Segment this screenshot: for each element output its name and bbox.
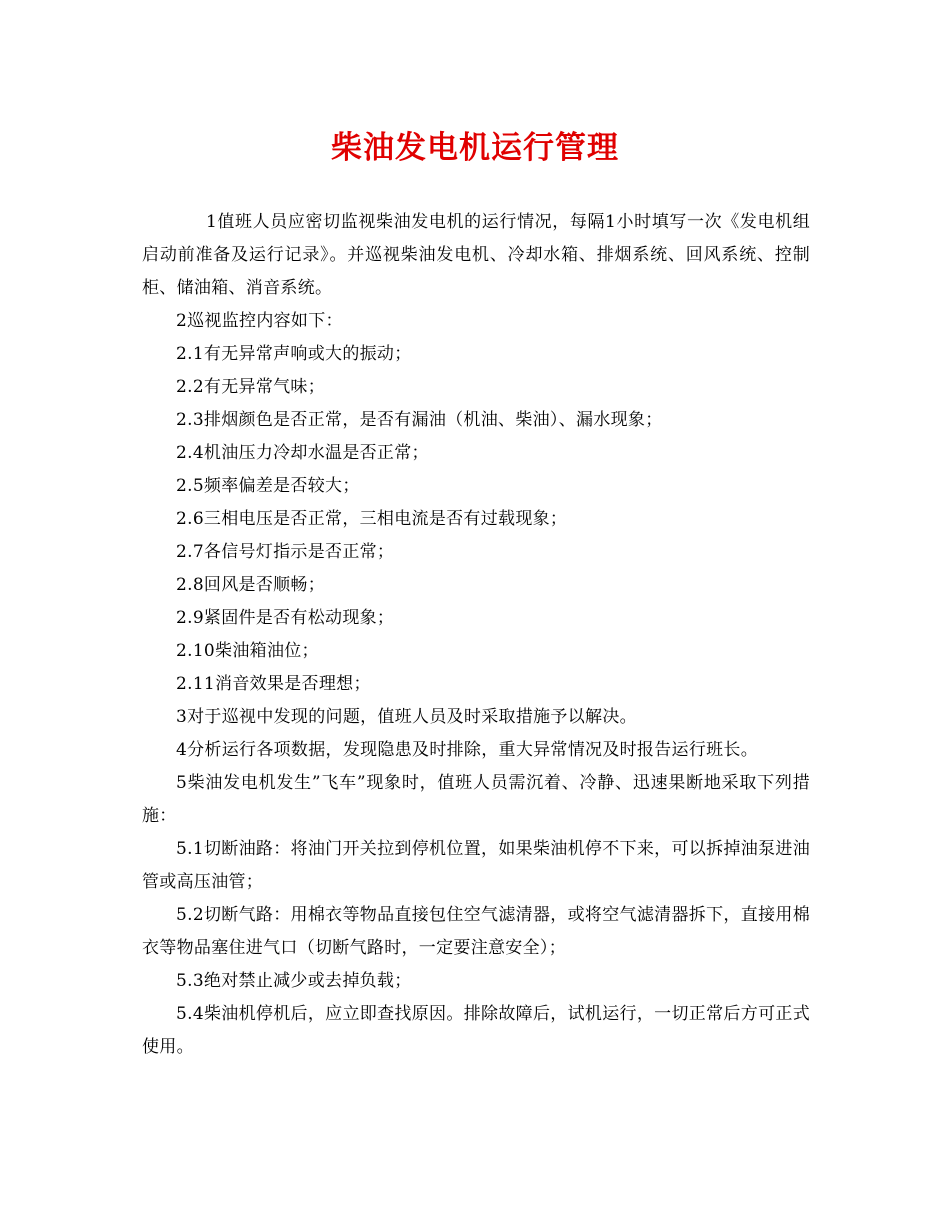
document-title: 柴油发电机运行管理 (331, 130, 619, 166)
document-body (142, 206, 810, 1064)
paragraph-2-6: 2.6三相电压是否正常，三相电流是否有过载现象； (176, 509, 568, 529)
paragraph-4: 4分析运行各项数据，发现隐患及时排除，重大异常情况及时报告运行班长。 (176, 740, 759, 760)
paragraph-5-3: 5.3绝对禁止减少或去掉负载； (176, 971, 412, 991)
paragraph-2-5: 2.5频率偏差是否较大； (176, 476, 360, 496)
paragraph-2-10: 2.10柴油箱油位； (176, 641, 319, 661)
paragraph-2-9: 2.9紧固件是否有松动现象； (176, 608, 395, 628)
paragraph-2-11: 2.11消音效果是否理想； (176, 674, 371, 694)
paragraph-2-8: 2.8回风是否顺畅； (176, 575, 326, 595)
paragraph-3: 3对于巡视中发现的问题，值班人员及时采取措施予以解决。 (176, 707, 637, 727)
paragraph-2-4: 2.4机油压力冷却水温是否正常； (176, 443, 429, 463)
paragraph-2-1: 2.1有无异常声响或大的振动； (176, 344, 412, 364)
paragraph-2-3: 2.3排烟颜色是否正常，是否有漏油（机油、柴油）、漏水现象； (176, 410, 663, 430)
paragraph-2-7: 2.7各信号灯指示是否正常； (176, 542, 395, 562)
paragraph-5-2: 5.2切断气路：用棉衣等物品直接包住空气滤清器，或将空气滤清器拆下，直接用棉衣等物品塞住进气口（切断气路时，一定要注意安全）； (142, 905, 810, 958)
paragraph-2-2: 2.2有无异常气味； (176, 377, 326, 397)
paragraph-5-4: 5.4柴油机停机后，应立即查找原因。排除故障后，试机运行，一切正常后方可正式使用。 (142, 1004, 810, 1057)
paragraph-2: 2巡视监控内容如下： (176, 311, 343, 331)
paragraph-5: 5柴油发电机发生”飞车”现象时，值班人员需沉着、冷静、迅速果断地采取下列措施： (142, 773, 810, 826)
paragraph-1: 1值班人员应密切监视柴油发电机的运行情况，每隔1小时填写一次《发电机组启动前准备及运行记录》。并巡视柴油发电机、冷却水箱、排烟系统、回风系统、控制柜、储油箱、消音系统。 (142, 212, 810, 298)
paragraph-5-1: 5.1切断油路：将油门开关拉到停机位置，如果柴油机停不下来，可以拆掉油泵进油管或高压油管； (142, 839, 810, 892)
